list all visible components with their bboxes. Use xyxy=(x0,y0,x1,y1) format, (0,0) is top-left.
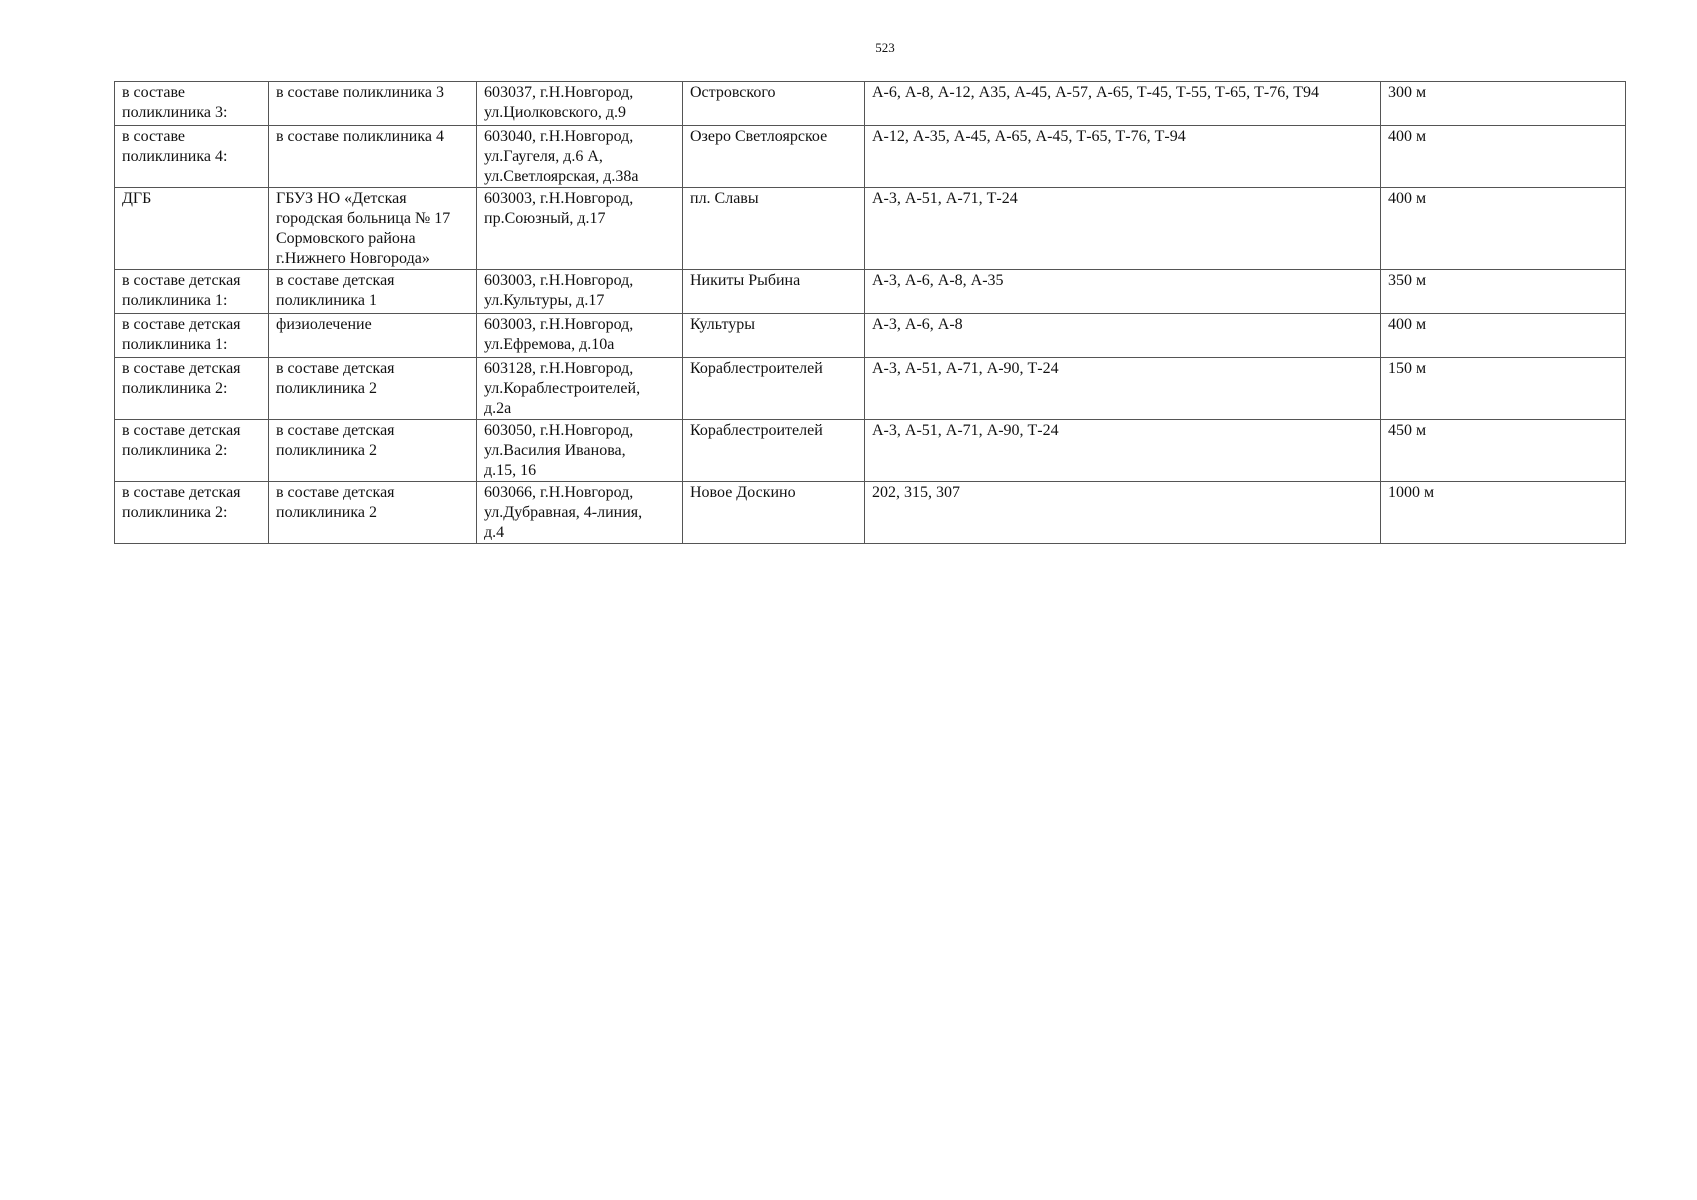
page-number: 523 xyxy=(875,40,895,55)
table-row xyxy=(115,420,1626,482)
distance-cell: 400 м xyxy=(1381,126,1626,188)
address-cell: 603066, г.Н.Новгород, ул.Дубравная, 4-линия, д.4 xyxy=(477,482,683,544)
distance-cell: 1000 м xyxy=(1381,482,1626,544)
unit-cell: в составе поликлиника 4: xyxy=(115,126,269,188)
stop-cell: Озеро Светлоярское xyxy=(683,126,865,188)
department-cell: в составе детская поликлиника 2 xyxy=(269,482,477,544)
routes-cell: А-3, А-51, А-71, А-90, Т-24 xyxy=(865,420,1381,482)
table-row xyxy=(115,482,1626,544)
routes-cell: А-6, А-8, А-12, А35, А-45, А-57, А-65, Т-45, Т-55, Т-65, Т-76, Т94 xyxy=(865,82,1381,126)
address-cell: 603003, г.Н.Новгород, пр.Союзный, д.17 xyxy=(477,188,683,270)
unit-cell: в составе детская поликлиника 2: xyxy=(115,420,269,482)
routes-cell: А-3, А-6, А-8 xyxy=(865,314,1381,358)
distance-cell: 300 м xyxy=(1381,82,1626,126)
unit-cell: ДГБ xyxy=(115,188,269,270)
department-cell: ГБУЗ НО «Детская городская больница № 17 Сормовского района г.Нижнего Новгорода» xyxy=(269,188,477,270)
address-cell: 603037, г.Н.Новгород, ул.Циолковского, д.9 xyxy=(477,82,683,126)
routes-cell: А-3, А-6, А-8, А-35 xyxy=(865,270,1381,314)
address-cell: 603050, г.Н.Новгород, ул.Василия Иванова, д.15, 16 xyxy=(477,420,683,482)
table-row xyxy=(115,358,1626,420)
unit-cell: в составе детская поликлиника 1: xyxy=(115,270,269,314)
stop-cell: Никиты Рыбина xyxy=(683,270,865,314)
distance-cell: 350 м xyxy=(1381,270,1626,314)
stop-cell: Островского xyxy=(683,82,865,126)
routes-cell: А-3, А-51, А-71, А-90, Т-24 xyxy=(865,358,1381,420)
distance-cell: 450 м xyxy=(1381,420,1626,482)
unit-cell: в составе детская поликлиника 1: xyxy=(115,314,269,358)
address-cell: 603128, г.Н.Новгород, ул.Кораблестроителей, д.2а xyxy=(477,358,683,420)
department-cell: в составе поликлиника 3 xyxy=(269,82,477,126)
distance-cell: 400 м xyxy=(1381,314,1626,358)
routes-cell: 202, 315, 307 xyxy=(865,482,1381,544)
unit-cell: в составе поликлиника 3: xyxy=(115,82,269,126)
department-cell: в составе детская поликлиника 2 xyxy=(269,358,477,420)
department-cell: в составе детская поликлиника 1 xyxy=(269,270,477,314)
department-cell: физиолечение xyxy=(269,314,477,358)
unit-cell: в составе детская поликлиника 2: xyxy=(115,482,269,544)
address-cell: 603003, г.Н.Новгород, ул.Ефремова, д.10а xyxy=(477,314,683,358)
stop-cell: Кораблестроителей xyxy=(683,420,865,482)
unit-cell: в составе детская поликлиника 2: xyxy=(115,358,269,420)
department-cell: в составе детская поликлиника 2 xyxy=(269,420,477,482)
table-row xyxy=(115,270,1626,314)
table-row xyxy=(115,82,1626,126)
stop-cell: Кораблестроителей xyxy=(683,358,865,420)
distance-cell: 150 м xyxy=(1381,358,1626,420)
distance-cell: 400 м xyxy=(1381,188,1626,270)
facilities-table xyxy=(114,81,1626,544)
routes-cell: А-3, А-51, А-71, Т-24 xyxy=(865,188,1381,270)
address-cell: 603040, г.Н.Новгород, ул.Гаугеля, д.6 А, ул.Светлоярская, д.38а xyxy=(477,126,683,188)
table-row xyxy=(115,314,1626,358)
routes-cell: А-12, А-35, А-45, А-65, А-45, Т-65, Т-76, Т-94 xyxy=(865,126,1381,188)
stop-cell: Новое Доскино xyxy=(683,482,865,544)
table-row xyxy=(115,126,1626,188)
table-row xyxy=(115,188,1626,270)
department-cell: в составе поликлиника 4 xyxy=(269,126,477,188)
stop-cell: Культуры xyxy=(683,314,865,358)
address-cell: 603003, г.Н.Новгород, ул.Культуры, д.17 xyxy=(477,270,683,314)
stop-cell: пл. Славы xyxy=(683,188,865,270)
